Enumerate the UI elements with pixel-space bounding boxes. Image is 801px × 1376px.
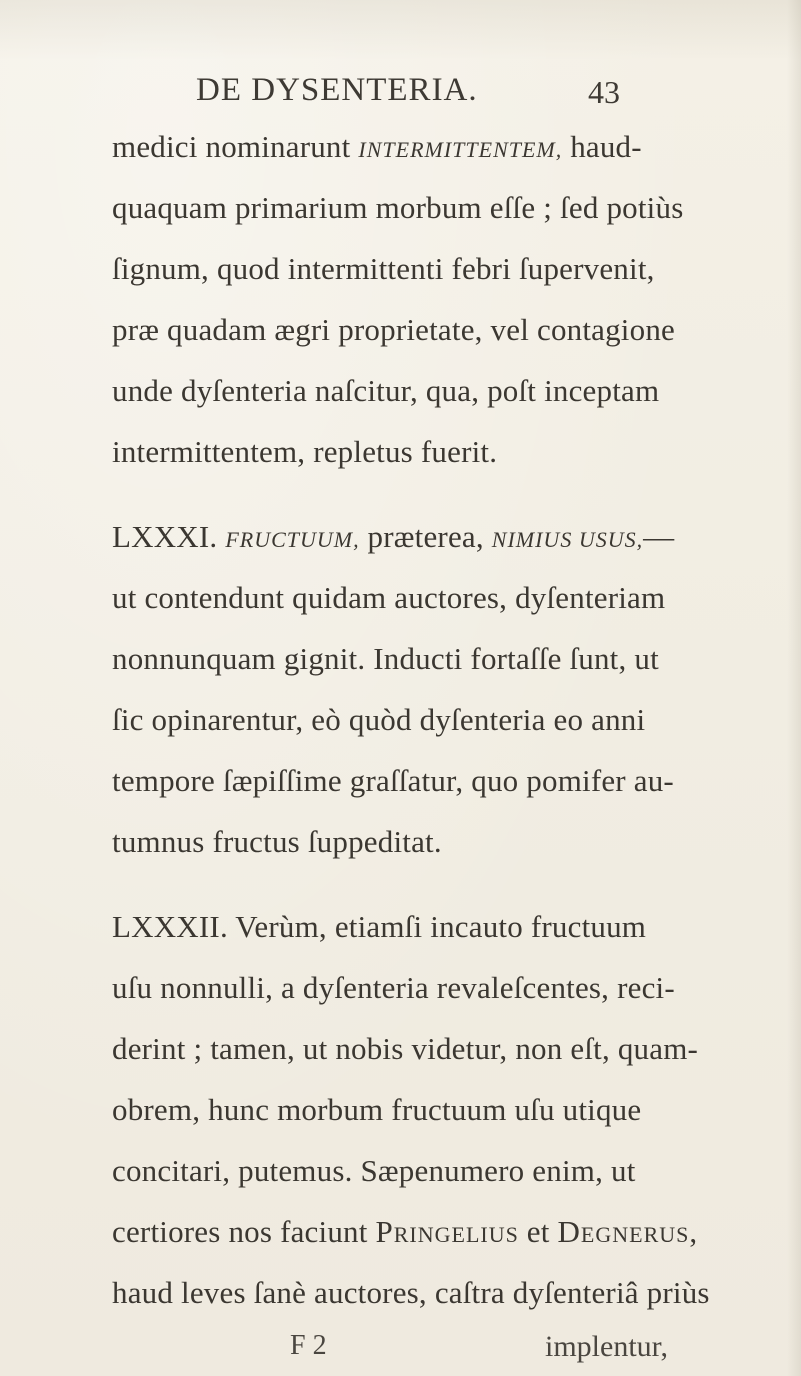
text-span: medici nominarunt <box>112 129 359 164</box>
text-line: nonnunquam gignit. Inducti fortaſſe ſunt, ut <box>112 641 659 676</box>
running-head: DE DYSENTERIA. <box>196 72 478 108</box>
text-line: tumnus fructus ſuppeditat. <box>112 824 442 859</box>
italic-smallcaps-term: FRUCTUUM, <box>225 527 360 552</box>
text-span: præterea, <box>359 519 492 554</box>
text-line: ſignum, quod intermittenti febri ſupervenit, <box>112 251 655 286</box>
text-line: ſic opinarentur, eò quòd dyſenteria eo anni <box>112 702 646 737</box>
text-line: tempore ſæpiſſime graſſatur, quo pomifer au- <box>112 763 674 798</box>
text-line <box>112 519 674 555</box>
text-line: præ quadam ægri proprietate, vel contagione <box>112 312 675 347</box>
text-line: concitari, putemus. Sæpenumero enim, ut <box>112 1153 636 1188</box>
text-line: quaquam primarium morbum eſſe ; ſed potiùs <box>112 190 684 225</box>
text-line: unde dyſenteria naſcitur, qua, poſt inceptam <box>112 373 660 408</box>
page-edge-shading <box>787 0 801 1376</box>
author-name: Degnerus <box>557 1214 690 1249</box>
text-line: obrem, hunc morbum fructuum uſu utique <box>112 1092 642 1127</box>
text-line: uſu nonnulli, a dyſenteria revaleſcentes, reci- <box>112 970 675 1005</box>
section-number: LXXXI. <box>112 519 226 554</box>
text-line <box>112 1214 697 1250</box>
text-span: haud- <box>562 129 642 164</box>
page-footer <box>0 1330 801 1370</box>
text-span: et <box>518 1214 558 1249</box>
italic-smallcaps-term: INTERMITTENTEM, <box>358 137 563 162</box>
catchword: implentur, <box>545 1330 668 1363</box>
text-line: ut contendunt quidam auctores, dyſenteriam <box>112 580 666 615</box>
text-span: certiores nos faciunt <box>112 1214 376 1249</box>
text-line: intermittentem, repletus fuerit. <box>112 434 498 469</box>
italic-smallcaps-term: NIMIUS USUS, <box>491 527 644 552</box>
text-span: , <box>689 1214 698 1249</box>
text-line <box>112 129 642 165</box>
signature-mark: F 2 <box>290 1330 327 1361</box>
text-span: — <box>643 519 675 554</box>
text-line: haud leves ſanè auctores, caſtra dyſenteriâ priùs <box>112 1275 710 1310</box>
page-top-shading <box>0 0 801 60</box>
author-name: Pringelius <box>375 1214 519 1249</box>
text-line: derint ; tamen, ut nobis videtur, non eſt, quam- <box>112 1031 699 1066</box>
page-number: 43 <box>588 74 620 110</box>
page-header <box>0 72 801 112</box>
text-line: LXXXII. Verùm, etiamſi incauto fructuum <box>112 909 647 944</box>
